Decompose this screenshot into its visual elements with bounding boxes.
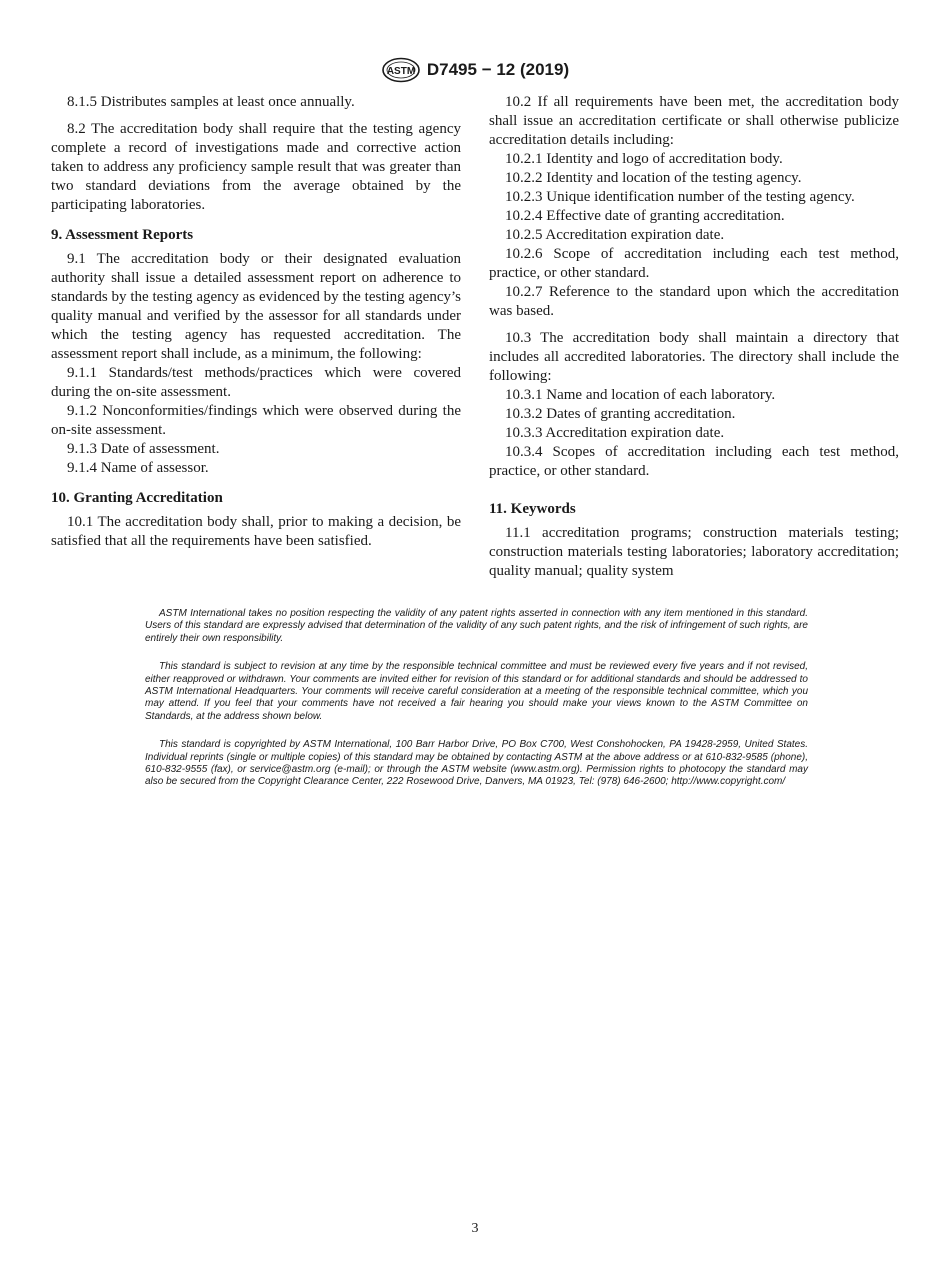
paragraph-9-1-3: 9.1.3 Date of assessment. xyxy=(67,441,220,457)
section-heading-9: 9. Assessment Reports xyxy=(51,227,194,243)
paragraph-10-2-7: 10.2.7 Reference to the standard upon which the accreditation was based. xyxy=(489,284,899,319)
paragraph-10-2-6: 10.2.6 Scope of accreditation including each test method, practice, or other standard. xyxy=(489,246,899,281)
copyright-notice: This standard is copyrighted by ASTM International, 100 Barr Harbor Drive, PO Box C700, West Conshohocken, PA 19428-2959, United States. Individual reprints (single or multiple copies) of this standard may be obtained by contacting ASTM at the above address or at 610-832-9585 (phone), 610-832-9555 (fax), or service@astm.org (e-mail); or through the ASTM website (www.astm.org). Permission rights to photocopy the standard may also be secured from the Copyright Clearance Center, 222 Rosewood Drive, Danvers, MA 01923, Tel: (978) 646-2600; http://www.copyright.com/ xyxy=(145,739,808,788)
patent-notice: ASTM International takes no position respecting the validity of any patent rights asserted in connection with any item mentioned in this standard. Users of this standard are expressly advised that determination of the validity of any such patent rights, and the risk of infringement of such rights, are entirely their own responsibility. xyxy=(145,608,808,644)
paragraph-10-1: 10.1 The accreditation body shall, prior to making a decision, be satisfied that all the requirements have been satisfied. xyxy=(51,514,461,549)
paragraph-10-2-2: 10.2.2 Identity and location of the testing agency. xyxy=(505,170,802,186)
left-column xyxy=(51,93,461,551)
paragraph-10-2-1: 10.2.1 Identity and logo of accreditation body. xyxy=(505,151,783,167)
legal-notices xyxy=(145,608,808,805)
paragraph-11-1: 11.1 accreditation programs; construction materials testing; construction materials testing laboratories; laboratory accreditation; quality manual; quality system xyxy=(489,525,899,579)
revision-notice: This standard is subject to revision at any time by the responsible technical committee and must be reviewed every five years and if not revised, either reapproved or withdrawn. Your comments are invited either for revision of this standard or for additional standards and should be addressed to ASTM International Headquarters. Your comments will receive careful consideration at a meeting of the responsible technical committee, which you may attend. If you feel that your comments have not received a fair hearing you should make your views known to the ASTM Committee on Standards, at the address shown below. xyxy=(145,661,808,722)
standard-designation: D7495 − 12 (2019) xyxy=(426,60,570,79)
page-header xyxy=(0,56,950,84)
logo-text: ASTM xyxy=(386,66,416,77)
paragraph-10-2: 10.2 If all requirements have been met, the accreditation body shall issue an accreditation certificate or shall otherwise publicize accreditation details including: xyxy=(489,94,899,148)
paragraph-10-3-4: 10.3.4 Scopes of accreditation including each test method, practice, or other standard. xyxy=(489,444,899,479)
right-column xyxy=(489,93,899,581)
paragraph-10-3-2: 10.3.2 Dates of granting accreditation. xyxy=(505,406,736,422)
astm-logo-icon xyxy=(381,57,421,83)
paragraph-10-3-1: 10.3.1 Name and location of each laboratory. xyxy=(505,387,776,403)
paragraph-9-1-2: 9.1.2 Nonconformities/findings which were observed during the on-site assessment. xyxy=(51,403,461,438)
paragraph-9-1-1: 9.1.1 Standards/test methods/practices which were covered during the on-site assessment. xyxy=(51,365,461,400)
paragraph-8-1-5: 8.1.5 Distributes samples at least once annually. xyxy=(67,94,355,110)
paragraph-10-2-5: 10.2.5 Accreditation expiration date. xyxy=(505,227,725,243)
paragraph-10-3: 10.3 The accreditation body shall maintain a directory that includes all accredited laboratories. The directory shall include the following: xyxy=(489,330,899,384)
section-heading-11: 11. Keywords xyxy=(489,501,576,517)
paragraph-9-1: 9.1 The accreditation body or their designated evaluation authority shall issue a detailed assessment report on adherence to standards by the testing agency as evidenced by the testing agency’s quality manual and verified by the assessor for all standards under which the testing agency has requested accreditation. The assessment report shall include, as a minimum, the following: xyxy=(51,251,461,362)
page-number: 3 xyxy=(471,1221,479,1236)
paragraph-9-1-4: 9.1.4 Name of assessor. xyxy=(67,460,209,476)
paragraph-8-2: 8.2 The accreditation body shall require that the testing agency complete a record of investigations made and corrective action taken to address any proficiency sample result that was greater than two standard deviations from the average obtained by the participating laboratories. xyxy=(51,121,461,213)
paragraph-10-2-4: 10.2.4 Effective date of granting accreditation. xyxy=(505,208,785,224)
paragraph-10-2-3: 10.2.3 Unique identification number of the testing agency. xyxy=(505,189,855,205)
section-heading-10: 10. Granting Accreditation xyxy=(51,490,223,506)
paragraph-10-3-3: 10.3.3 Accreditation expiration date. xyxy=(505,425,725,441)
